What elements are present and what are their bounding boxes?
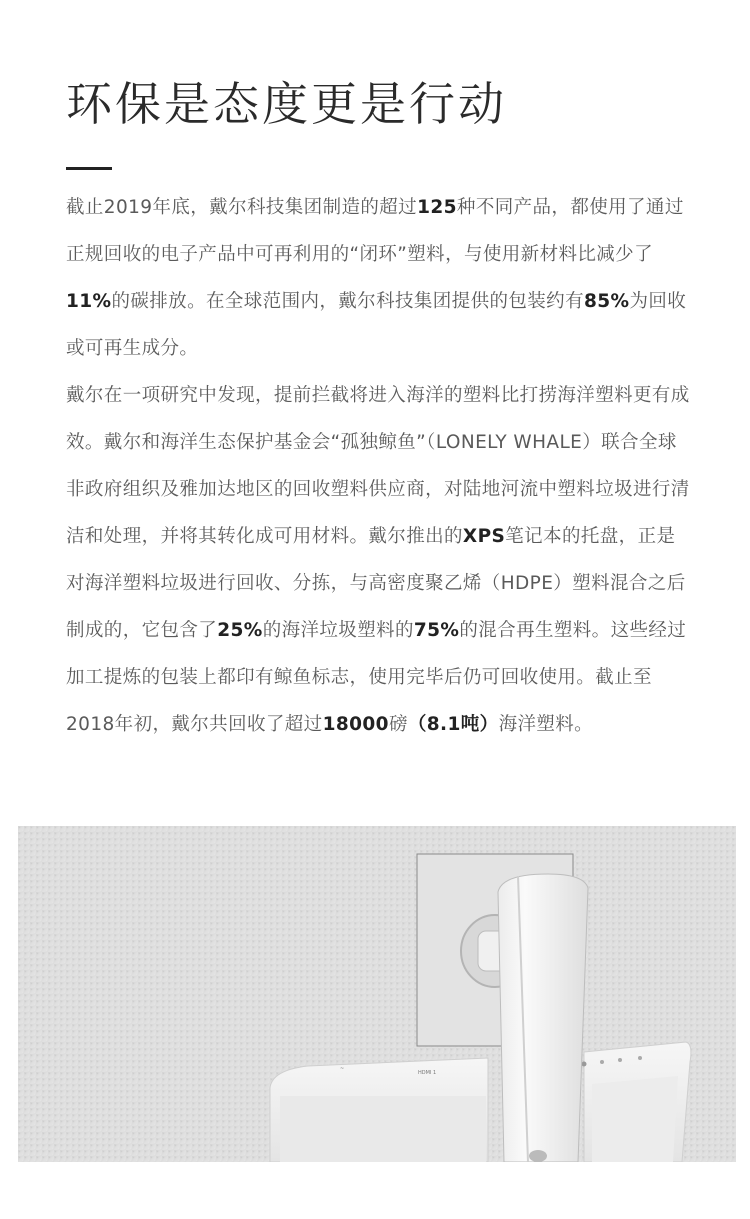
monitor-photo [18, 826, 736, 1162]
monitor-screen-back [280, 1096, 486, 1162]
title-divider [66, 167, 112, 170]
monitor-right-recess [592, 1076, 678, 1162]
button-icon [582, 1062, 587, 1067]
wave-symbol: ~ [340, 1066, 345, 1072]
button-icon [618, 1058, 622, 1062]
button-icon [600, 1060, 604, 1064]
monitor-stand-arm [498, 874, 588, 1162]
article-body [66, 184, 694, 748]
monitor-illustration [18, 826, 736, 1162]
port-label: HDMI 1 [418, 1070, 437, 1076]
paragraph-1: 截止2019年底，戴尔科技集团制造的超过125种不同产品，都使用了通过正规回收的电子产品中可再利用的“闭环”塑料，与使用新材料比减少了11%的碳排放。在全球范围内，戴尔科技集团提供的包装约有85%为回收或可再生成分。 [66, 197, 687, 359]
page-title: 环保是态度更是行动 [66, 77, 507, 131]
cable-hole-icon [529, 1150, 547, 1162]
paragraph-2: 戴尔在一项研究中发现，提前拦截将进入海洋的塑料比打捞海洋塑料更有成效。戴尔和海洋生态保护基金会“孤独鲸鱼”（LONELY WHALE）联合全球非政府组织及雅加达地区的回收塑料供应商，对陆地河流中塑料垃圾进行清洁和处理，并将其转化成可用材料。戴尔推出的XPS笔记本的托盘，正是对海洋塑料垃圾进行回收、分拣，与高密度聚乙烯（HDPE）塑料混合之后制成的，它包含了25%的海洋垃圾塑料的75%的混合再生塑料。这些经过加工提炼的包装上都印有鲸鱼标志，使用完毕后仍可回收使用。截止至2018年初，戴尔共回收了超过18000磅（8.1吨）海洋塑料。 [66, 385, 690, 735]
button-icon [638, 1056, 642, 1060]
